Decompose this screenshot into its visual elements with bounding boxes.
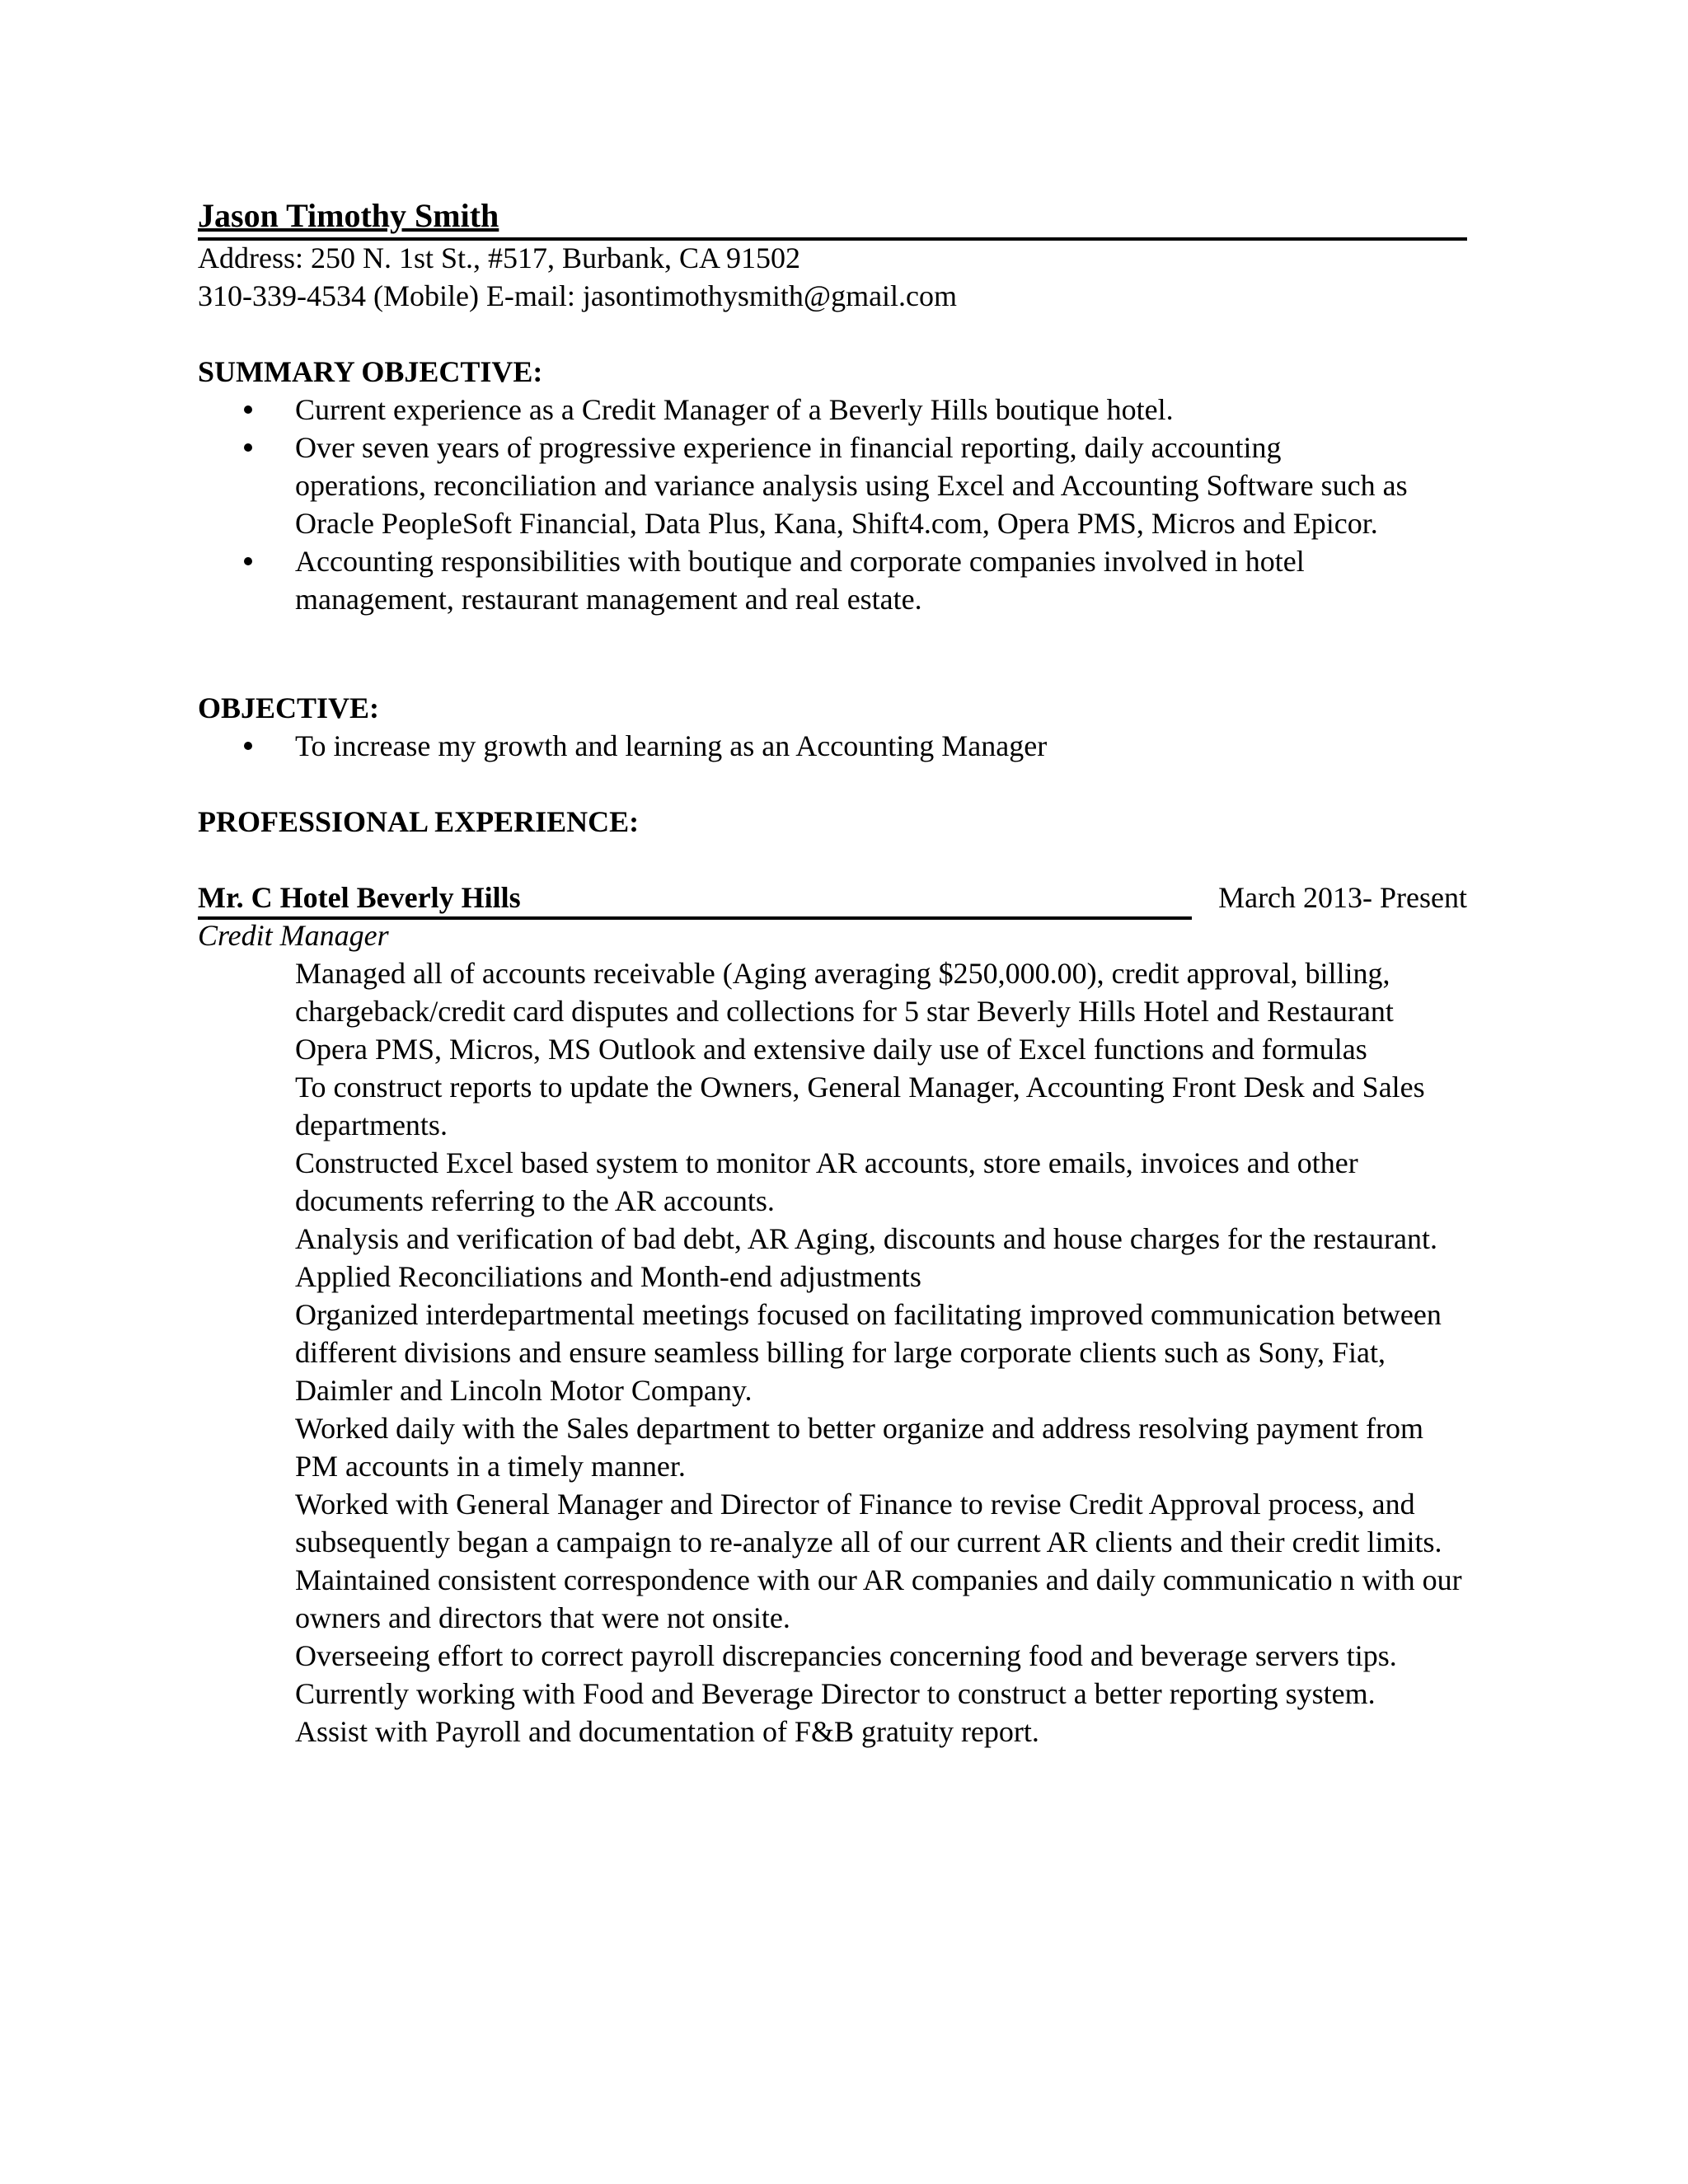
job-title: Credit Manager	[198, 919, 389, 952]
objective-bullet	[239, 727, 1409, 765]
summary-bullet-text: Over seven years of progressive experience in financial reporting, daily accounting operations, reconciliation and variance analysis using Excel and Accounting Software such as Oracle PeopleSoft Financial, Data Plus, Kana, Shift4.com, Opera PMS, Micros and Epicor.	[295, 431, 1408, 540]
job-duty: Maintained consistent correspondence with our AR companies and daily communicatio n with our owners and directors that were not onsite.	[295, 1563, 1462, 1634]
job-duties	[295, 954, 1474, 1750]
experience-heading: PROFESSIONAL EXPERIENCE:	[198, 805, 640, 838]
job-dates: March 2013- Present	[1218, 881, 1467, 914]
job-duty: Assist with Payroll and documentation of F&B gratuity report.	[295, 1715, 1039, 1748]
summary-bullet-list	[239, 391, 1409, 618]
job-duty: Organized interdepartmental meetings focused on facilitating improved communication between different divisions and ensure seamless billing for large corporate clients such as Sony, Fiat, Daimler and Lincoln Motor Company.	[295, 1298, 1442, 1407]
job-duty: Worked daily with the Sales department to better organize and address resolving payment from PM accounts in a timely manner.	[295, 1412, 1424, 1483]
job-duty: Applied Reconciliations and Month-end adjustments	[295, 1260, 921, 1293]
objective-bullet-list	[239, 727, 1409, 765]
summary-bullet-text: Accounting responsibilities with boutique and corporate companies involved in hotel management, restaurant management and real estate.	[295, 545, 1305, 616]
job-duty: Worked with General Manager and Director of Finance to revise Credit Approval process, and subsequently began a campaign to re-analyze all of our current AR clients and their credit limits.	[295, 1488, 1442, 1558]
address-line: Address: 250 N. 1st St., #517, Burbank, CA 91502	[198, 241, 801, 274]
bullet-icon	[244, 405, 252, 414]
job-duty: Analysis and verification of bad debt, AR Aging, discounts and house charges for the restaurant.	[295, 1222, 1438, 1255]
objective-bullet-text: To increase my growth and learning as an Accounting Manager	[295, 729, 1048, 762]
bullet-icon	[244, 557, 252, 565]
bullet-icon	[244, 443, 252, 452]
summary-heading: SUMMARY OBJECTIVE:	[198, 355, 543, 388]
job-duty: Opera PMS, Micros, MS Outlook and extensive daily use of Excel functions and formulas	[295, 1033, 1367, 1066]
candidate-name: Jason Timothy Smith	[198, 197, 499, 234]
summary-bullet	[239, 542, 1409, 618]
summary-bullet	[239, 429, 1409, 542]
summary-bullet-text: Current experience as a Credit Manager of a Beverly Hills boutique hotel.	[295, 393, 1174, 426]
bullet-icon	[244, 742, 252, 750]
summary-bullet	[239, 391, 1409, 429]
objective-heading: OBJECTIVE:	[198, 691, 380, 724]
job-header	[198, 879, 1467, 920]
job-duty: Overseeing effort to correct payroll discrepancies concerning food and beverage servers tips. Currently working with Food and Beverage Director to construct a better reporting system.	[295, 1639, 1397, 1710]
job-duty: Constructed Excel based system to monitor AR accounts, store emails, invoices and other documents referring to the AR accounts.	[295, 1146, 1358, 1217]
job-duty: To construct reports to update the Owners, General Manager, Accounting Front Desk and Sales departments.	[295, 1071, 1425, 1141]
name-header	[198, 191, 1467, 241]
contact-line: 310-339-4534 (Mobile) E-mail: jasontimothysmith@gmail.com	[198, 279, 958, 312]
job-company: Mr. C Hotel Beverly Hills	[198, 879, 1192, 920]
job-duty: Managed all of accounts receivable (Aging averaging $250,000.00), credit approval, billing, chargeback/credit card disputes and collections for 5 star Beverly Hills Hotel and Restaurant	[295, 957, 1394, 1028]
